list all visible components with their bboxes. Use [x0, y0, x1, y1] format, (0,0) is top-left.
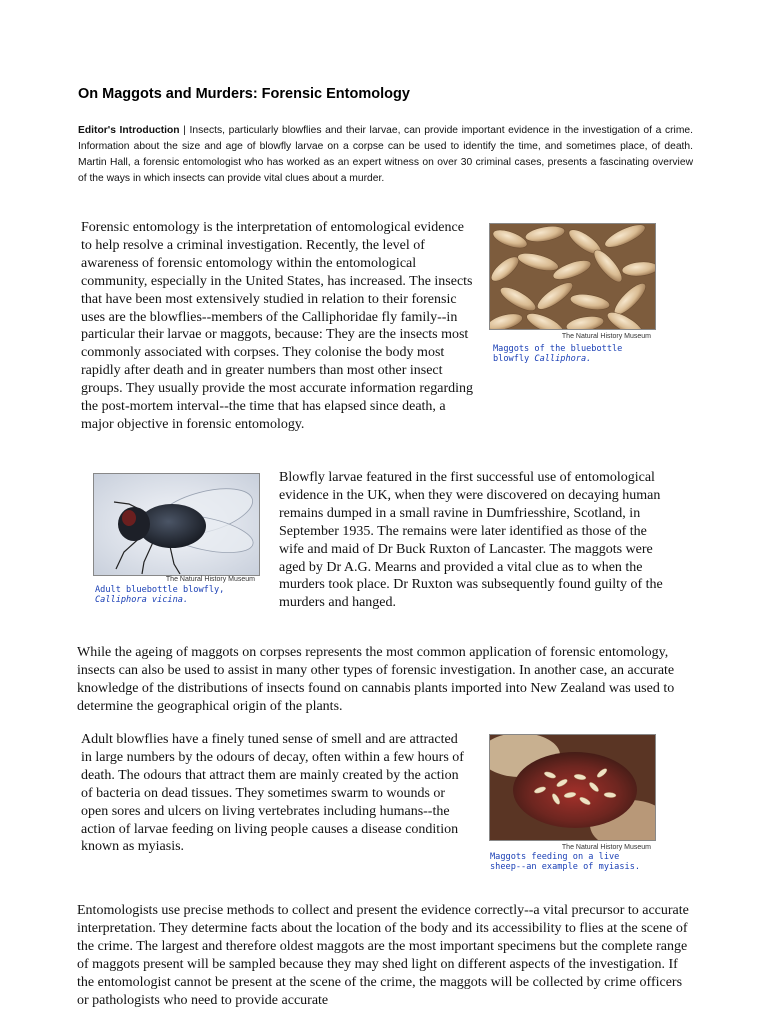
intro-separator: |: [179, 125, 190, 136]
myiasis-caption-line2: sheep--an example of myiasis.: [490, 862, 641, 872]
paragraph-3: While the ageing of maggots on corpses represents the most common application of forensic entomology, insects can also be used to assist in many other types of forensic investigation. In another case, an accurate knowledge of the distributions of insects found on cannabis plants imported into New Zealand was used to determine the geographical origin of the plants.: [77, 645, 675, 714]
paragraph-2: Blowfly larvae featured in the first successful use of entomological evidence in the UK, when they were discovered on decaying human remains dumped in a small ravine in Dumfriesshire, Scotland, in September 1935. The remains were later identified as those of the wife and maid of Dr Buck Ruxton of Lancaster. The maggots were aged by Dr A.G. Mearns and provided a vital clue as to when the murders took place. Dr Ruxton was subsequently found guilty of the murders and hanged.: [279, 470, 663, 611]
maggots-caption-line2: blowfly: [493, 354, 535, 364]
myiasis-photo: [489, 734, 656, 841]
maggots-illustration: [490, 224, 655, 329]
article-title: On Maggots and Murders: Forensic Entomology: [78, 86, 410, 102]
intro-text: Insects, particularly blowflies and their larvae, can provide important evidence in the investigation of a crime. Information about the size and age of blowfly larvae on a corpse can be used to identify the time, and sometimes place, of death. Martin Hall, a forensic entomologist who has worked as an expert witness on over 30 criminal cases, presents a fascinating overview of the ways in which insects can provide vital clues about a murder.: [78, 125, 693, 184]
paragraph-4: Adult blowflies have a finely tuned sense of smell and are attracted in large numbers by the odours of decay, often within a few hours of death. The odours that attract them are mainly created by the action of bacteria on dead tissues. They sometimes swarm to wounds or open sores and ulcers on living vertebrates including humans--the action of larvae feeding on living people causes a disease condition known as myiasis.: [81, 732, 464, 855]
maggots-caption-genus: Calliphora.: [534, 354, 592, 364]
blowfly-illustration: [94, 474, 259, 575]
maggots-photo-credit: The Natural History Museum: [561, 333, 651, 340]
blowfly-caption: [95, 585, 270, 605]
myiasis-photo-credit: The Natural History Museum: [561, 844, 651, 851]
maggots-photo: [489, 223, 656, 330]
intro-label: Editor's Introduction: [78, 125, 180, 136]
blowfly-photo-credit: The Natural History Museum: [165, 576, 255, 583]
myiasis-caption-line1: Maggots feeding on a live: [490, 852, 620, 862]
blowfly-caption-species: Calliphora vicina.: [95, 595, 189, 605]
blowfly-photo: [93, 473, 260, 576]
maggots-caption-line1: Maggots of the bluebottle: [493, 344, 623, 354]
blowfly-caption-line1: Adult bluebottle blowfly,: [95, 585, 225, 595]
myiasis-illustration: [490, 735, 655, 840]
paragraph-1: Forensic entomology is the interpretation of entomological evidence to help resolve a criminal investigation. Recently, the level of awareness of forensic entomology within the entomological community, especially in the United States, has increased. The insects that have been most extensively studied in relation to their forensic uses are the blowflies--members of the Calliphoridae fly family--in particular their larvae or maggots, because: They are the insects most commonly associated with corpses. They colonise the body most rapidly after death and in greater numbers than most other insect groups. They usually provide the most accurate information regarding the post-mortem interval--the time that has elapsed since death, a major objective in forensic entomology.: [81, 220, 474, 432]
paragraph-5: Entomologists use precise methods to collect and present the evidence correctly--a vital precursor to accurate interpretation. They determine facts about the location of the body and its accessibility to flies at the scene of the crime. The largest and therefore oldest maggots are the most important specimens but the complete range of maggots present will be sampled because they may shed light on different aspects of the investigation. If the entomologist cannot be present at the scene of the crime, the maggots will be collected by crime officers or pathologists who need to provide accurate: [77, 903, 689, 1008]
editors-introduction: [78, 123, 693, 187]
maggots-caption: [493, 344, 663, 364]
myiasis-caption: [490, 852, 665, 872]
